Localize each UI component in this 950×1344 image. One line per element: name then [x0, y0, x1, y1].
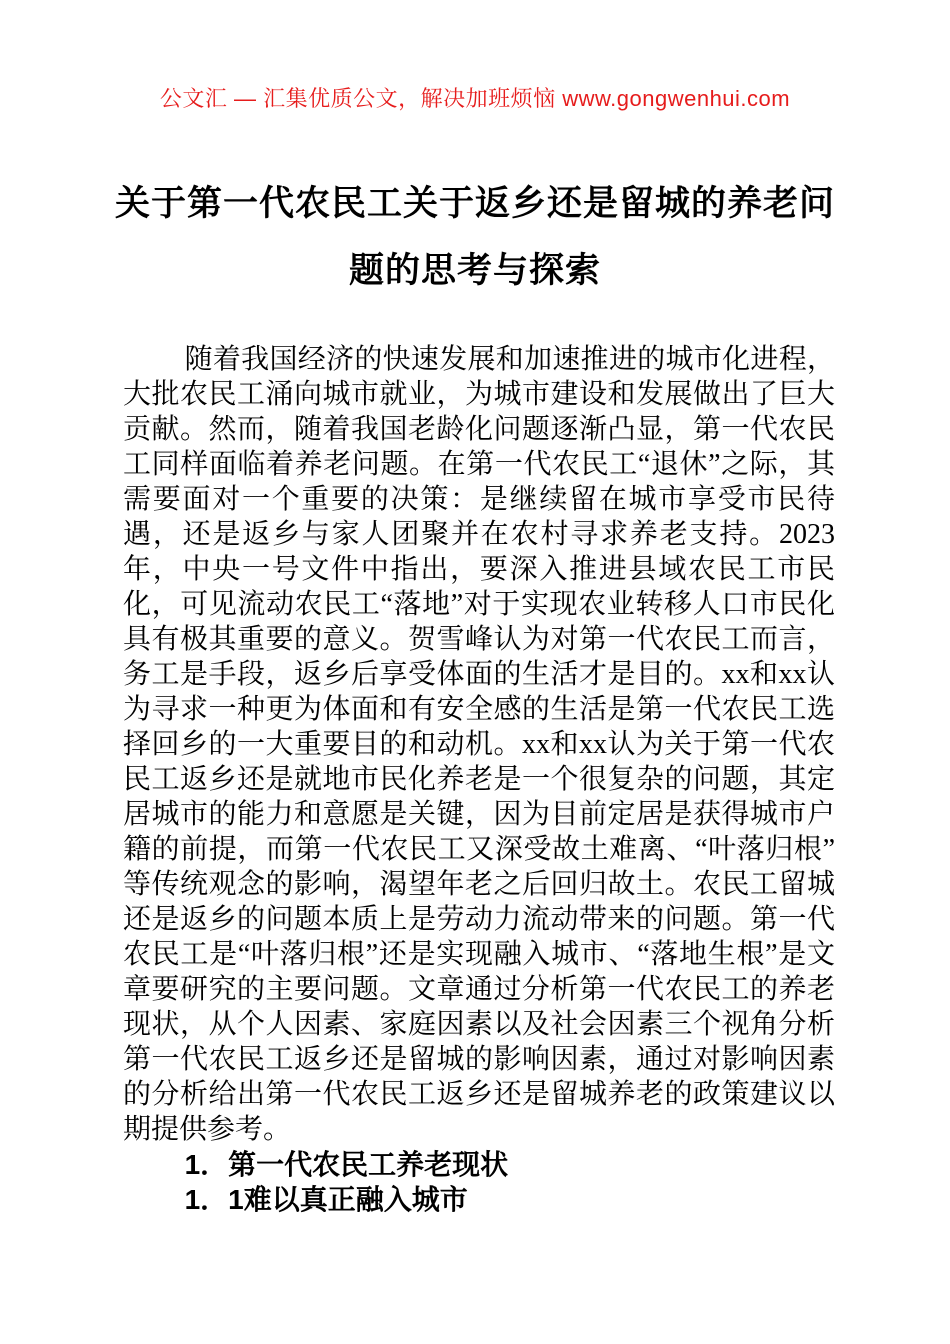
site-banner: 公文汇 — 汇集优质公文，解决加班烦恼 www.gongwenhui.com [159, 86, 791, 111]
document-title: 关于第一代农民工关于返乡还是留城的养老问题的思考与探索 [114, 184, 835, 290]
body-paragraph: 随着我国经济的快速发展和加速推进的城市化进程，大批农民工涌向城市就业，为城市建设和发展做出了巨大贡献。然而，随着我国老龄化问题逐渐凸显，第一代农民工同样面临着养老问题。在第一代农民工“退休”之际，其需要面对一个重要的决策：是继续留在城市享受市民待遇，还是返乡与家人团聚并在农村寻求养老支持。2023年，中央一号文件中指出，要深入推进县域农民工市民化，可见流动农民工“落地”对于实现农业转移人口市民化具有极其重要的意义。贺雪峰认为对第一代农民工而言，务工是手段，返乡后享受体面的生活才是目的。xx和xx认为寻求一种更为体面和有安全感的生活是第一代农民工选择回乡的一大重要目的和动机。xx和xx认为关于第一代农民工返乡还是就地市民化养老是一个很复杂的问题，其定居城市的能力和意愿是关键，因为目前定居是获得城市户籍的前提，而第一代农民工又深受故土难离、“叶落归根”等传统观念的影响，渴望年老之后回归故土。农民工留城还是返乡的问题本质上是劳动力流动带来的问题。第一代农民工是“叶落归根”还是实现融入城市、“落地生根”是文章要研究的主要问题。文章通过分析第一代农民工的养老现状，从个人因素、家庭因素以及社会因素三个视角分析第一代农民工返乡还是留城的影响因素，通过对影响因素的分析给出第一代农民工返乡还是留城养老的政策建议以期提供参考。 [123, 344, 835, 1145]
section-heading-1-1: 1．1难以真正融入城市 [184, 1184, 468, 1215]
section-heading-1: 1．第一代农民工养老现状 [184, 1149, 509, 1180]
document-body [123, 342, 835, 1217]
